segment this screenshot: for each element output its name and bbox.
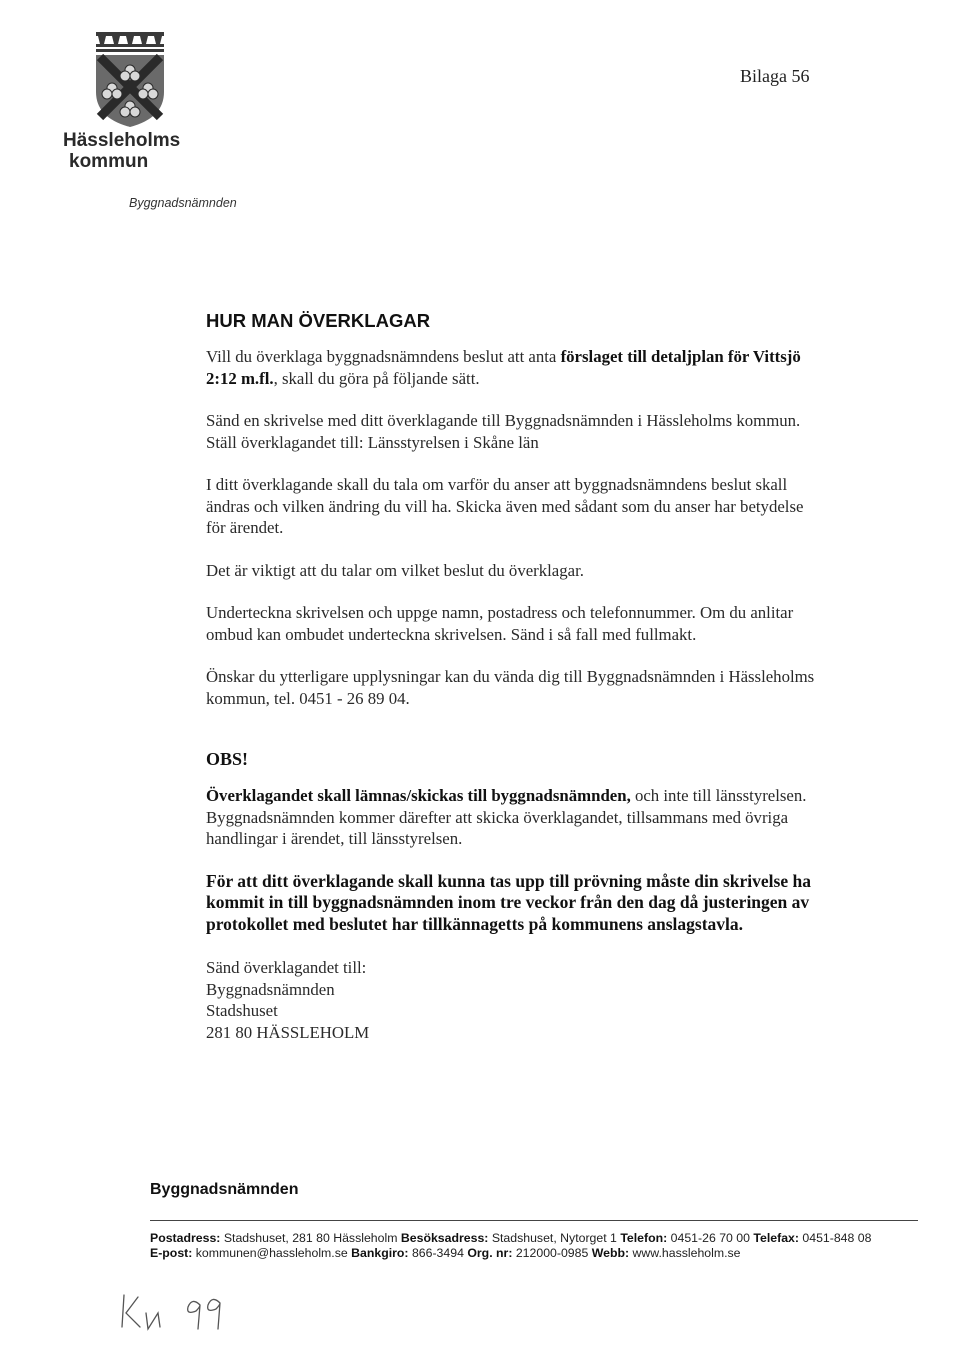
visit-value: Stadshuset, Nytorget 1 xyxy=(491,1231,617,1245)
send-paragraph: Sänd en skrivelse med ditt överklagande till Byggnadsnämnden i Hässleholms kommun. Ställ överklagandet till: Länsstyrelsen i Skåne län xyxy=(206,411,801,452)
postal-label: Postadress: xyxy=(150,1231,221,1245)
org-number-value: 212000-0985 xyxy=(515,1246,589,1260)
footer-row-1 xyxy=(150,1231,920,1246)
footer-divider xyxy=(150,1220,918,1221)
address-line2: Stadshuset xyxy=(206,1001,278,1020)
phone-label: Telefon: xyxy=(620,1231,668,1245)
org-name-line1: Hässleholms xyxy=(63,130,181,151)
fax-label: Telefax: xyxy=(753,1231,799,1245)
sign-paragraph: Underteckna skrivelsen och uppge namn, postadress och telefonnummer. Om du anlitar ombud kan ombudet underteckna skrivelsen. Sänd i så fall med fullmakt. xyxy=(206,603,794,644)
submit-paragraph xyxy=(206,785,818,850)
submit-rest: och inte till länsstyrelsen. Byggnadsnämnden kommer därefter att skicka överklagandet, tillsammans med övriga handlingar i ärendet, till länsstyrelsen. xyxy=(206,786,807,848)
footer-contact xyxy=(150,1231,920,1261)
fax-value: 0451-848 08 xyxy=(802,1231,872,1245)
address-intro: Sänd överklagandet till: xyxy=(206,958,367,977)
mailing-address xyxy=(206,957,818,1043)
document-body xyxy=(206,310,818,1043)
web-value: www.hassleholm.se xyxy=(632,1246,741,1260)
deadline-paragraph: För att ditt överklagande skall kunna tas upp till prövning måste din skrivelse ha kommit in till byggnadsnämnden inom tre veckor från den dag då justeringen av protokollet med beslutet har tillkännagetts på kommunens anslagstavla. xyxy=(206,870,811,934)
web-label: Webb: xyxy=(591,1246,630,1260)
address-line3: 281 80 HÄSSLEHOLM xyxy=(206,1022,370,1042)
department-header: Byggnadsnämnden xyxy=(129,196,237,210)
document-title: HUR MAN ÖVERKLAGAR xyxy=(206,310,431,331)
obs-label: OBS! xyxy=(206,749,249,769)
org-name-line2: kommun xyxy=(69,151,149,172)
footer-row-2 xyxy=(150,1246,920,1261)
submit-bold: Överklagandet skall lämnas/skickas till byggnadsnämnden, xyxy=(206,786,631,805)
intro-plan-name: förslaget till detaljplan för Vittsjö 2:12 m.fl. xyxy=(206,347,801,388)
bankgiro-value: 866-3494 xyxy=(411,1246,464,1260)
footer-department: Byggnadsnämnden xyxy=(150,1181,299,1198)
info-paragraph: Önskar du ytterligare upplysningar kan du vända dig till Byggnadsnämnden i Hässleholms kommun, tel. 0451 - 26 89 04. xyxy=(206,667,815,708)
intro-paragraph xyxy=(206,346,818,389)
org-name xyxy=(63,130,180,172)
postal-value: Stadshuset, 281 80 Hässleholm xyxy=(223,1231,398,1245)
attachment-label: Bilaga 56 xyxy=(740,66,810,86)
org-number-label: Org. nr: xyxy=(467,1246,513,1260)
reasons-paragraph: I ditt överklagande skall du tala om varför du anser att byggnadsnämndens beslut skall ändras och vilken ändring du vill ha. Skicka även med sådant som du anser har betydelse för ärendet. xyxy=(206,475,804,537)
important-paragraph: Det är viktigt att du talar om vilket beslut du överklagar. xyxy=(206,560,584,580)
address-line1: Byggnadsnämnden xyxy=(206,979,335,999)
intro-after: , skall du göra på följande sätt. xyxy=(273,368,480,388)
intro-before: Vill du överklaga byggnadsnämndens beslut att anta xyxy=(206,347,561,366)
coat-of-arms-logo xyxy=(92,30,168,128)
bankgiro-label: Bankgiro: xyxy=(351,1246,409,1260)
email-value: kommunen@hassleholm.se xyxy=(195,1246,348,1260)
email-label: E-post: xyxy=(150,1246,193,1260)
visit-label: Besöksadress: xyxy=(400,1231,489,1245)
phone-value: 0451-26 70 00 xyxy=(670,1231,750,1245)
handwritten-note xyxy=(118,1283,238,1333)
